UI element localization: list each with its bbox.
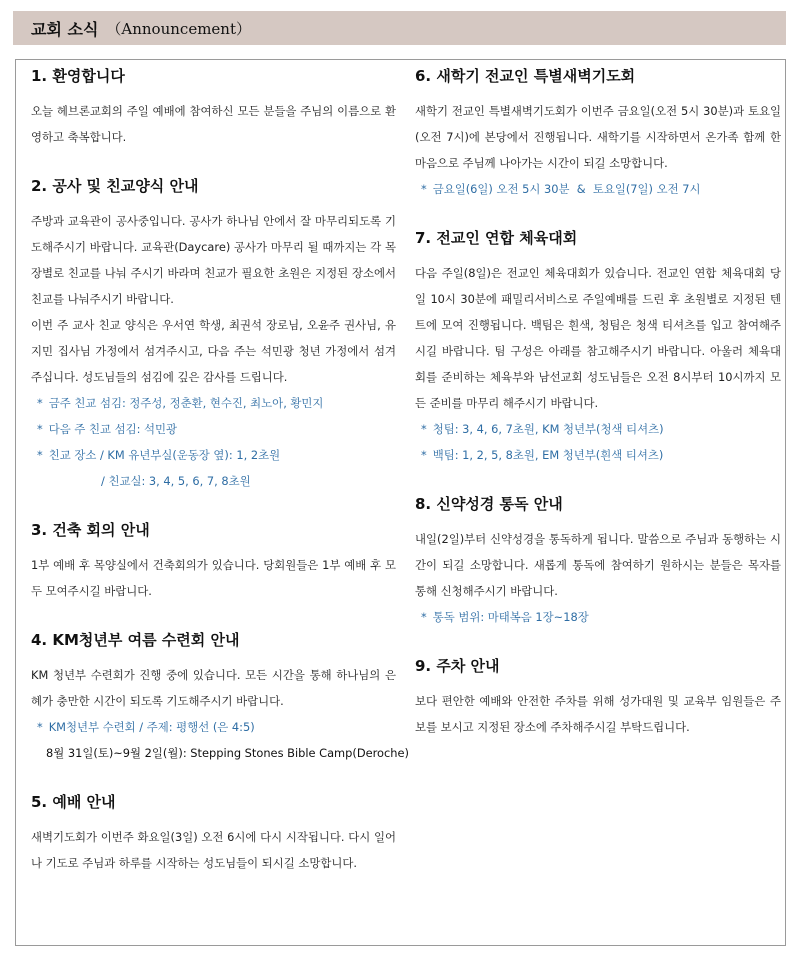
bullet-item: * 금요일(6일) 오전 5시 30분 & 토요일(7일) 오전 7시 [421, 182, 701, 196]
bullet-item: * 백팀: 1, 2, 5, 8초원, EM 청년부(흰색 티셔츠) [421, 448, 664, 462]
section-heading: 3. 건축 회의 안내 [31, 521, 150, 539]
announcement-box [15, 59, 786, 946]
section-heading: 7. 전교인 연합 체육대회 [415, 229, 578, 247]
section-body: KM 청년부 수련회가 진행 중에 있습니다. 모든 시간을 통해 하나님의 은혜가 충만한 시간이 되도록 기도해주시기 바랍니다. [31, 668, 396, 708]
bullet-continuation: / 친교실: 3, 4, 5, 6, 7, 8초원 [101, 474, 251, 488]
bullet-mark: * [421, 610, 427, 624]
bullet-item: * 통독 범위: 마태복음 1장~18장 [421, 610, 589, 624]
section-special-prayer [415, 66, 781, 202]
section-heading: 1. 환영합니다 [31, 67, 125, 85]
section-body: 보다 편안한 예배와 안전한 주차를 위해 성가대원 및 교육부 임원들은 주보를 보시고 지정된 장소에 주차해주시길 부탁드립니다. [415, 694, 781, 734]
header-title: 교회 소식 [31, 19, 99, 39]
right-column [415, 60, 781, 740]
section-bible-reading [415, 494, 781, 630]
announcement-header [13, 11, 786, 45]
section-sports-day [415, 228, 781, 468]
section-body: 새학기 전교인 특별새벽기도회가 이번주 금요일(오전 5시 30분)과 토요일(오전 7시)에 본당에서 진행됩니다. 새학기를 시작하면서 온가족 함께 한마음으로 주님께 나아가는 시간이 되길 소망합니다. [415, 104, 781, 170]
bullet-item: * 친교 장소 / KM 유년부실(운동장 옆): 1, 2초원 [37, 448, 281, 462]
bullet-mark: * [37, 422, 43, 436]
retreat-schedule: 8월 31일(토)~9월 2일(월): Stepping Stones Bible Camp(Deroche) [46, 746, 409, 760]
header-subtitle: （Announcement） [106, 19, 251, 38]
section-heading: 8. 신약성경 통독 안내 [415, 495, 563, 513]
bullet-item: * KM청년부 수련회 / 주제: 평행선 (은 4:5) [37, 720, 255, 734]
bullet-item: * 청팀: 3, 4, 6, 7초원, KM 청년부(청색 티셔츠) [421, 422, 664, 436]
bullet-mark: * [37, 448, 43, 462]
section-youth-retreat [31, 630, 409, 766]
bullet-item: * 다음 주 친교 섬김: 석민광 [37, 422, 178, 436]
bullet-mark: * [421, 448, 427, 462]
section-construction [31, 176, 396, 494]
section-parking [415, 656, 781, 740]
section-body: 이번 주 교사 친교 양식은 우서연 학생, 최권석 장로님, 오윤주 권사님, 유지민 집사님 가정에서 섬겨주시고, 다음 주는 석민광 청년 가정에서 섬겨주십니다. 성도님들의 섬김에 깊은 감사를 드립니다. [31, 318, 396, 384]
section-body: 다음 주일(8일)은 전교인 체육대회가 있습니다. 전교인 연합 체육대회 당일 10시 30분에 패밀리서비스로 주일예배를 드린 후 초원별로 지정된 텐트에 모여 진행됩니다. 백팀은 흰색, 청팀은 청색 티셔츠를 입고 참여해주시길 바랍니다. 팀 구성은 아래를 참고해주시기 바랍니다. 아울러 체육대회를 준비하는 체육부와 남선교회 성도님들은 오전 8시부터 10시까지 모든 준비를 마무리 해주시기 바랍니다. [415, 266, 781, 410]
section-worship [31, 792, 396, 876]
bullet-mark: * [421, 182, 427, 196]
left-column [31, 60, 409, 876]
section-body: 주방과 교육관이 공사중입니다. 공사가 하나님 안에서 잘 마무리되도록 기도해주시기 바랍니다. 교육관(Daycare) 공사가 마무리 될 때까지는 각 목장별로 친교를 나눠 주시기 바라며 친교가 필요한 초원은 지정된 장소에서 친교를 나눠주시기 바랍니다. [31, 214, 396, 306]
section-heading: 9. 주차 안내 [415, 657, 500, 675]
section-heading: 4. KM청년부 여름 수련회 안내 [31, 631, 240, 649]
section-heading: 6. 새학기 전교인 특별새벽기도회 [415, 67, 636, 85]
section-heading: 2. 공사 및 친교양식 안내 [31, 177, 199, 195]
section-body: 새벽기도회가 이번주 화요일(3일) 오전 6시에 다시 시작됩니다. 다시 일어나 기도로 주님과 하루를 시작하는 성도님들이 되시길 소망합니다. [31, 830, 396, 870]
section-building-meeting [31, 520, 396, 604]
bullet-mark: * [421, 422, 427, 436]
bullet-item: * 금주 친교 섬김: 정주성, 정춘환, 현수진, 최노아, 황민지 [37, 396, 324, 410]
section-body: 오늘 헤브론교회의 주일 예배에 참여하신 모든 분들을 주님의 이름으로 환영하고 축복합니다. [31, 104, 396, 144]
bullet-mark: * [37, 396, 43, 410]
section-welcome [31, 66, 396, 150]
section-heading: 5. 예배 안내 [31, 793, 116, 811]
bullet-mark: * [37, 720, 43, 734]
section-body: 1부 예배 후 목양실에서 건축회의가 있습니다. 당회원들은 1부 예배 후 모두 모여주시길 바랍니다. [31, 558, 396, 598]
section-body: 내일(2일)부터 신약성경을 통독하게 됩니다. 말씀으로 주님과 동행하는 시간이 되길 소망합니다. 새롭게 통독에 참여하기 원하시는 분들은 목자를 통해 신청해주시기 바랍니다. [415, 532, 781, 598]
